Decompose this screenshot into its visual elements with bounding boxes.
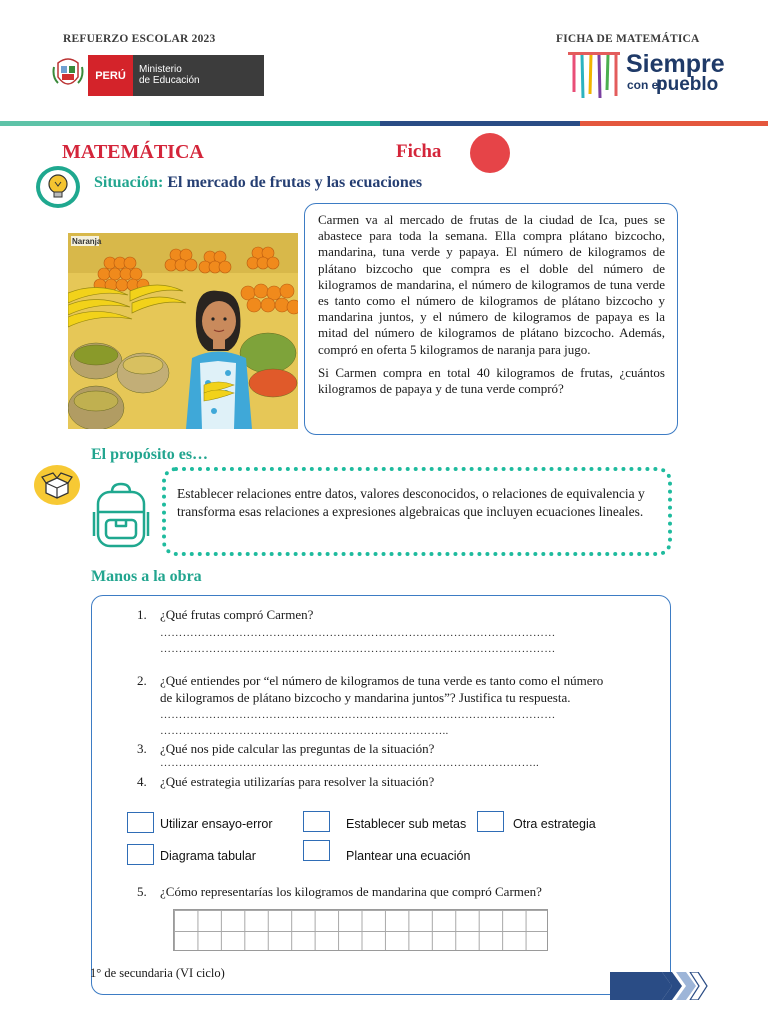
purpose-box	[162, 467, 672, 556]
situation-heading: Situación: El mercado de frutas y las ecuaciones	[94, 174, 423, 191]
question-3: 3. ¿Qué nos pide calcular las preguntas de la situación?	[137, 741, 435, 756]
strategy-option-label: Otra estrategia	[513, 817, 596, 831]
header-right-label: FICHA DE MATEMÁTICA	[556, 33, 700, 45]
strategy-checkbox-table[interactable]	[127, 844, 154, 865]
footer-grade: 1° de secundaria (VI ciclo)	[90, 966, 225, 980]
header-bar-teal	[0, 121, 150, 126]
purpose-text: Establecer relaciones entre datos, valores desconocidos, o relaciones de equivalencia y transforma esas relaciones a expresiones algebraicas que incluyen ecuaciones lineales.	[177, 486, 645, 519]
question-2: 2. ¿Qué entiendes por “el número de kilogramos de tuna verde es tanto como el número de kilogramos de plátano bizcocho y mandarina juntos”? Justifica tu respuesta.	[137, 673, 604, 705]
strategy-option-label: Establecer sub metas	[346, 817, 467, 831]
slogan-word-siempre: Siempre	[626, 50, 725, 78]
strategy-checkbox-trial-error[interactable]	[127, 812, 154, 833]
header-bar-green	[150, 121, 380, 126]
ficha-number-dot	[470, 133, 510, 173]
header-bar-orange	[580, 121, 768, 126]
question-5: 5. ¿Cómo representarías los kilogramos de mandarina que compró Carmen?	[137, 884, 542, 899]
answer-line[interactable]: ………………………………………………………………………………………..	[160, 757, 539, 769]
backpack-icon	[90, 482, 152, 548]
peru-logo-label: PERÚ	[88, 55, 133, 96]
answer-line[interactable]: ……………………………………………………………………………………………	[160, 709, 556, 721]
question-1: 1. ¿Qué frutas compró Carmen?	[137, 607, 314, 622]
slogan-word-con-el: con el	[627, 78, 662, 92]
header-left-label: REFUERZO ESCOLAR 2023	[63, 33, 216, 45]
strategy-checkbox-sub-goals[interactable]	[303, 811, 330, 832]
market-illustration	[68, 233, 298, 429]
situation-paragraph-2: Si Carmen compra en total 40 kilogramos de frutas, ¿cuántos kilogramos de papaya y de tuna verde compró?	[318, 364, 665, 397]
work-heading: Manos a la obra	[91, 568, 202, 585]
box-icon	[32, 463, 82, 507]
answer-line[interactable]: ……………………………………………………………………………………………	[160, 643, 556, 655]
ministry-name: Ministerio de Educación	[139, 64, 200, 86]
strategy-option-label: Plantear una ecuación	[346, 849, 471, 863]
ficha-label: Ficha	[396, 141, 442, 162]
answer-grid[interactable]	[173, 909, 548, 951]
orange-sign: Naranja	[72, 237, 102, 246]
strategy-option-label: Diagrama tabular	[160, 849, 256, 863]
situation-paragraph-1: Carmen va al mercado de frutas de la ciudad de Ica, pues se abastece para toda la semana. Ella compra plátano bizcocho, mandarina, tuna verde y papaya. El número de kilogramos de plátano bizcocho que compra es el doble del número de kilogramos de mandarina, el número de kilogramos de tuna verde es tanto como el número de kilogramos de plátano bizcocho y mandarina juntos, y el número de kilogramos de papaya es la mitad del número de kilogramos de plátano bizcocho. Además, compró en oferta 5 kilogramos de naranja para jugo.	[318, 212, 665, 357]
slogan-word-pueblo: pueblo	[656, 74, 719, 95]
slogan-mark-icon	[566, 50, 622, 100]
next-arrows-icon	[610, 972, 708, 1000]
lightbulb-icon	[34, 164, 82, 210]
strategy-checkbox-equation[interactable]	[303, 840, 330, 861]
strategy-checkbox-other[interactable]	[477, 811, 504, 832]
answer-line[interactable]: …………………………………………………………………..	[160, 725, 449, 737]
situation-text-box	[304, 203, 678, 435]
header-bar-navy	[380, 121, 580, 126]
answer-line[interactable]: ……………………………………………………………………………………………	[160, 627, 556, 639]
purpose-heading: El propósito es…	[91, 446, 209, 463]
question-4: 4. ¿Qué estrategia utilizarías para resolver la situación?	[137, 774, 435, 789]
strategy-option-label: Utilizar ensayo-error	[160, 817, 273, 831]
page-title: MATEMÁTICA	[62, 141, 204, 163]
coat-of-arms-icon	[52, 57, 84, 93]
